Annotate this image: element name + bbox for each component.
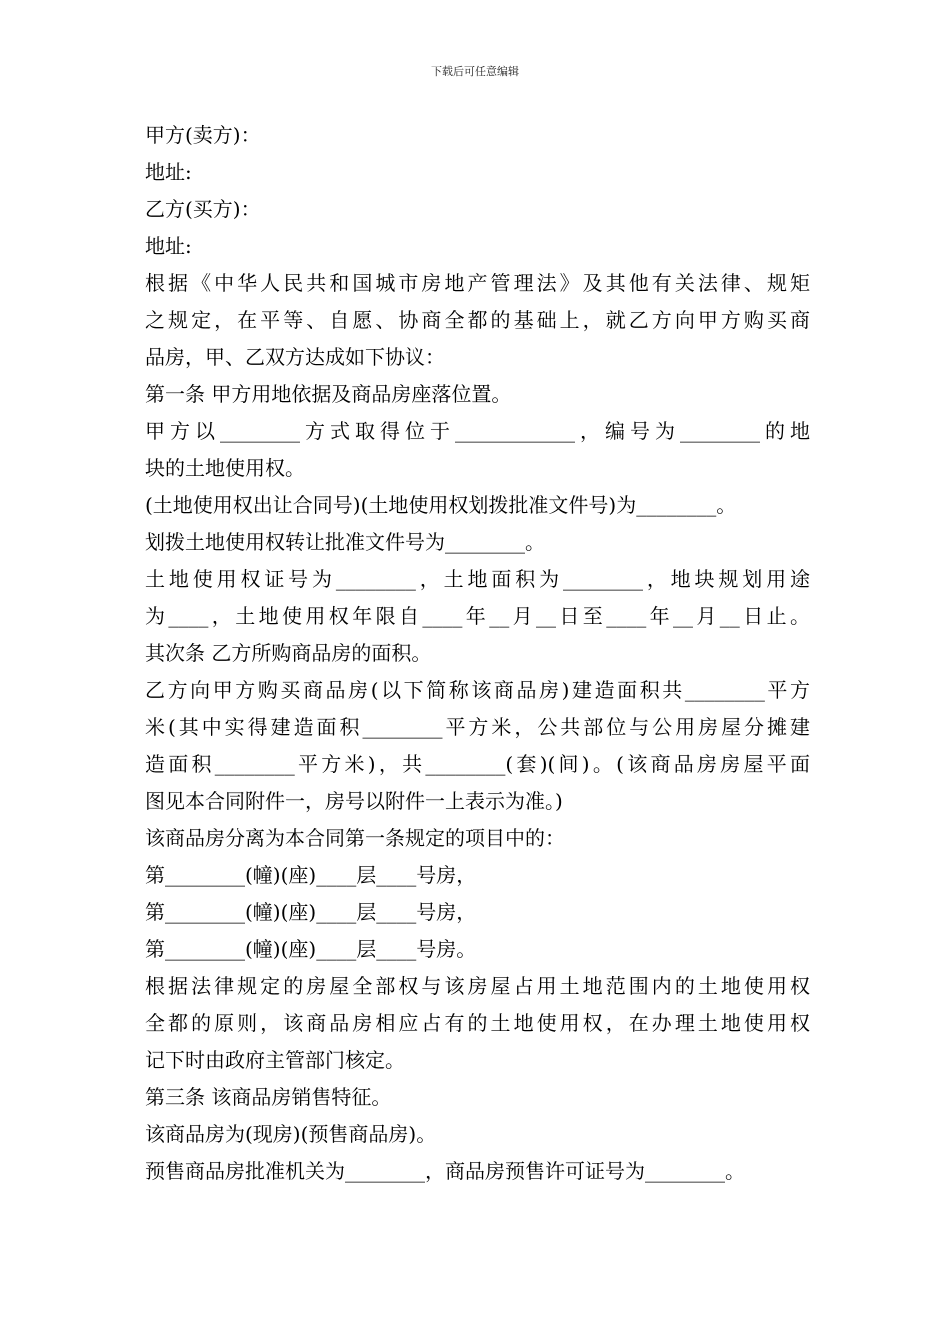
contract-line: 地址:: [145, 160, 192, 184]
contract-line: 甲方以________方式取得位于____________，编号为________的地: [145, 419, 810, 443]
contract-line: 品房，甲、乙双方达成如下协议：: [145, 345, 445, 369]
contract-line: 造面积________平方米)，共________(套)(间)。(该商品房房屋平面: [145, 752, 810, 776]
contract-line: 该商品房为(现房)(预售商品房)。: [145, 1122, 437, 1146]
contract-line: 第________(幢)(座)____层____号房。: [145, 937, 477, 961]
contract-line: 根据《中华人民共和国城市房地产管理法》及其他有关法律、规矩: [145, 271, 810, 295]
contract-line: 乙方(买方)：: [145, 197, 261, 221]
contract-line: 之规定，在平等、自愿、协商全都的基础上，就乙方向甲方购买商: [145, 308, 810, 332]
page-header-note: 下载后可任意编辑: [431, 65, 519, 78]
contract-line: 预售商品房批准机关为________，商品房预售许可证号为________。: [145, 1159, 745, 1183]
contract-line: 米(其中实得建造面积________平方米，公共部位与公用房屋分摊建: [145, 715, 810, 739]
contract-line: 其次条 乙方所购商品房的面积。: [145, 641, 432, 665]
contract-line: 为____，土地使用权年限自____年__月__日至____年__月__日止。: [145, 604, 810, 628]
contract-line: 地址:: [145, 234, 192, 258]
contract-line: 土地使用权证号为________，土地面积为________，地块规划用途: [145, 567, 810, 591]
contract-line: 甲方(卖方)：: [145, 123, 261, 147]
contract-line: 该商品房分离为本合同第一条规定的项目中的：: [145, 826, 565, 850]
contract-line: 记下时由政府主管部门核定。: [145, 1048, 405, 1072]
contract-line: 图见本合同附件一，房号以附件一上表示为准。): [145, 789, 563, 813]
contract-line: 全都的原则，该商品房相应占有的土地使用权，在办理土地使用权: [145, 1011, 810, 1035]
contract-line: (土地使用权出让合同号)(土地使用权划拨批准文件号)为________。: [145, 493, 737, 517]
contract-line: 块的土地使用权。: [145, 456, 305, 480]
contract-line: 乙方向甲方购买商品房(以下简称该商品房)建造面积共________平方: [145, 678, 810, 702]
contract-line: 第一条 甲方用地依据及商品房座落位置。: [145, 382, 512, 406]
contract-line: 划拨土地使用权转让批准文件号为________。: [145, 530, 545, 554]
contract-line: 第________(幢)(座)____层____号房，: [145, 900, 477, 924]
contract-line: 根据法律规定的房屋全部权与该房屋占用土地范围内的土地使用权: [145, 974, 810, 998]
contract-line: 第________(幢)(座)____层____号房，: [145, 863, 477, 887]
contract-body: [145, 117, 810, 1190]
contract-line: 第三条 该商品房销售特征。: [145, 1085, 392, 1109]
